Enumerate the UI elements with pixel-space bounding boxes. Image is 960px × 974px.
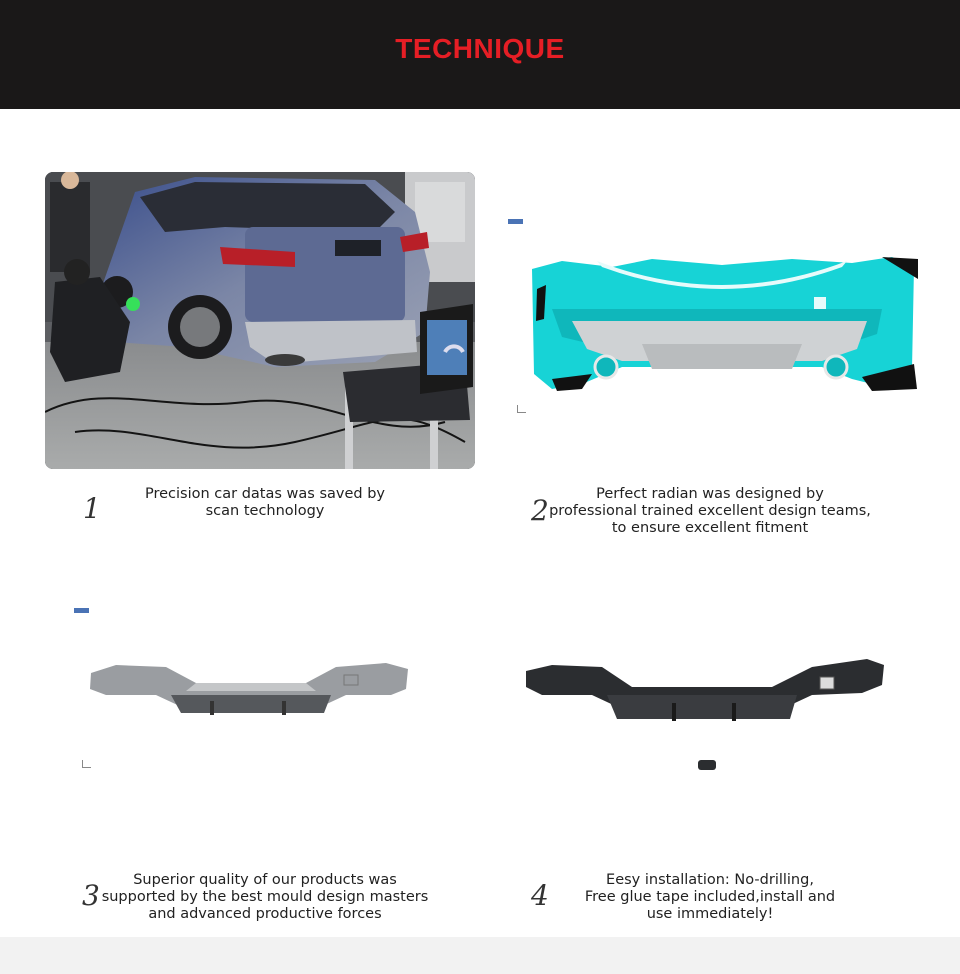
footer-band <box>0 937 960 974</box>
feature-number-2: 2 <box>531 494 549 527</box>
grey-diffuser-render <box>86 661 412 719</box>
feature-4-caption: Eesy installation: No-drilling, Free glue tape included,install and use immediately! <box>584 872 836 922</box>
technique-section <box>0 109 960 937</box>
feature-number-1: 1 <box>83 492 101 525</box>
diffuser-accessory-part <box>698 760 716 770</box>
page-title: TECHNIQUE <box>395 32 565 64</box>
feature-number-3: 3 <box>82 879 100 912</box>
feature-number-4: 4 <box>531 879 549 912</box>
black-diffuser-product <box>522 657 886 727</box>
axis-marker-2 <box>82 760 91 768</box>
scanning-photo <box>45 172 475 469</box>
render-label-marker <box>74 608 89 613</box>
header-banner <box>0 0 960 109</box>
feature-3-caption: Superior quality of our products was supported by the best mould design masters and advanced productive forces <box>101 872 429 922</box>
bumper-scan-render <box>522 249 920 394</box>
feature-1-caption: Precision car datas was saved by scan technology <box>144 486 385 519</box>
axis-marker <box>517 405 526 413</box>
scan-label-marker <box>508 219 523 224</box>
feature-2-caption: Perfect radian was designed by professional trained excellent design teams, to ensure excellent fitment <box>549 486 871 536</box>
